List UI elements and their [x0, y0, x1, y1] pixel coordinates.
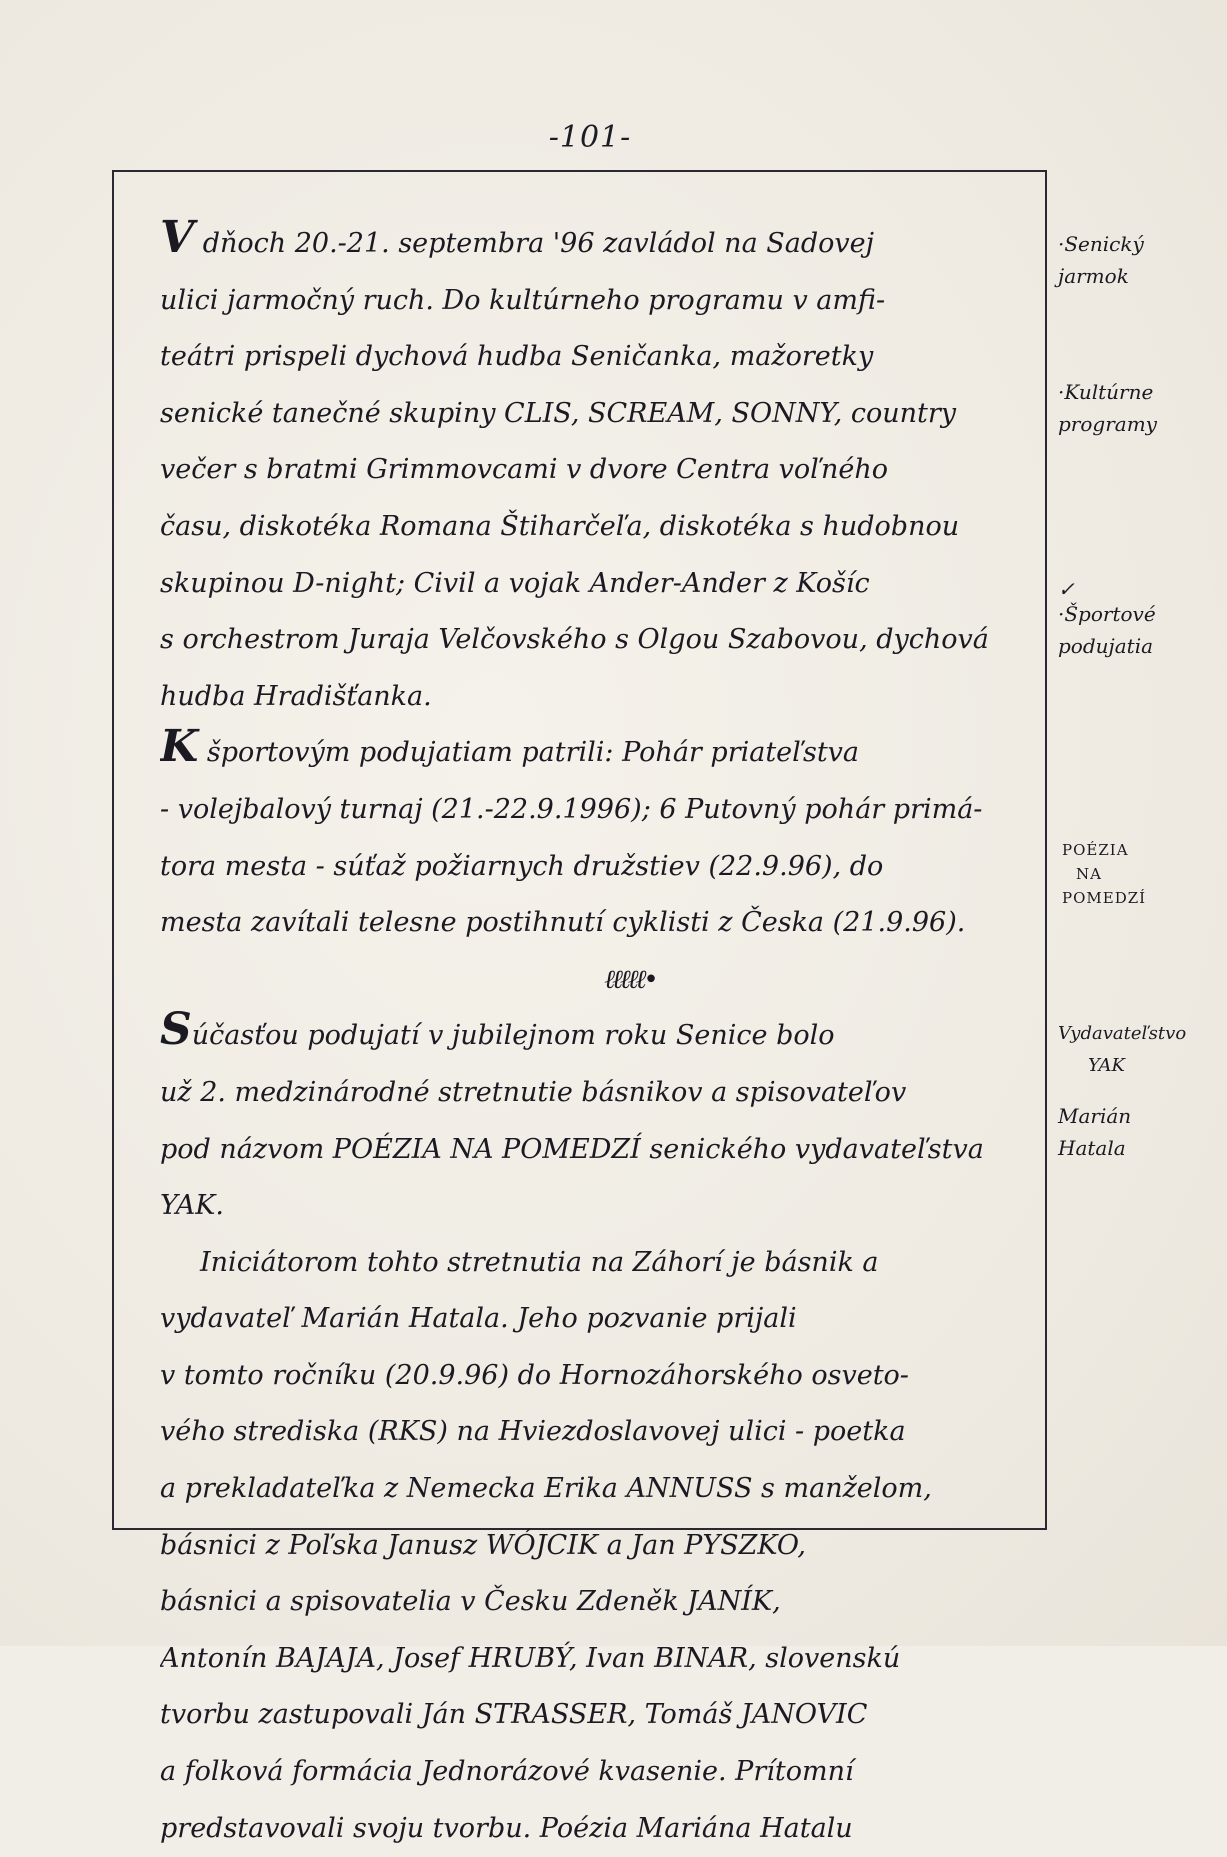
text-line: mesta zavítali telesne postihnutí cyklisti z Česka (21.9.96). [160, 907, 966, 939]
margin-note-line: POÉZIA [1062, 841, 1129, 859]
dropcap-letter: K [160, 725, 199, 773]
text-line [160, 216, 1040, 273]
margin-note-line: POMEDZÍ [1062, 889, 1147, 907]
text-line-content: dňoch 20.-21. septembra '96 zavládol na Sadovej [194, 228, 874, 259]
margin-note-line: Vydavateľstvo [1058, 1023, 1187, 1044]
text-line [160, 725, 1040, 782]
text-line-content: športovým podujatiam patrili: Pohár priateľstva [198, 737, 860, 769]
margin-note-jarmok [1058, 228, 1223, 292]
text-line: Iniciátorom tohto stretnutia na Záhorí je básnik a [200, 1246, 879, 1278]
margin-note-line: YAK [1088, 1055, 1125, 1076]
text-line: senické tanečné skupiny CLIS, SCREAM, SONNY, country [160, 397, 957, 429]
margin-note-line: ·Kultúrne [1058, 380, 1154, 404]
text-line: YAK. [160, 1190, 224, 1222]
text-line: s orchestrom Juraja Velčovského s Olgou Szabovou, dychová [160, 624, 989, 656]
separator-flourish: ℓℓℓℓℓ• [604, 964, 656, 995]
text-line: tora mesta - súťaž požiarnych družstiev (22.9.96), do [160, 850, 884, 882]
text-line: tvorbu zastupovali Ján STRASSER, Tomáš JANOVIC [160, 1699, 868, 1731]
margin-note-hatala [1058, 1100, 1223, 1164]
check-mark-icon: ✓ [1058, 577, 1075, 601]
text-line: a folková formácia Jednorázové kvasenie. Prítomní [160, 1756, 854, 1788]
chronicle-text [160, 216, 1040, 1857]
text-line: teátri prispeli dychová hudba Seničanka, mažoretky [160, 341, 874, 373]
margin-note-line: Hatala [1058, 1136, 1126, 1160]
dropcap-letter: S [160, 1008, 192, 1056]
text-line: predstavovali svoju tvorbu. Poézia Mariána Hatalu [160, 1812, 853, 1844]
margin-note-line: podujatia [1058, 634, 1154, 658]
text-line: v tomto ročníku (20.9.96) do Hornozáhorského osveto- [160, 1359, 909, 1391]
text-line: - volejbalový turnaj (21.-22.9.1996); 6 Putovný pohár primá- [160, 793, 983, 825]
margin-note-line: jarmok [1058, 264, 1129, 288]
margin-note-line: NA [1076, 865, 1102, 883]
text-line: večer s bratmi Grimmovcami v dvore Centra voľného [160, 454, 888, 486]
text-line: času, diskotéka Romana Štiharčeľa, diskotéka s hudobnou [160, 510, 960, 542]
text-line: ulici jarmočný ruch. Do kultúrneho programu v amfi- [160, 284, 886, 316]
text-line: vydavateľ Marián Hatala. Jeho pozvanie prijali [160, 1303, 797, 1335]
page-number: -101- [548, 120, 632, 155]
text-line [160, 1008, 1040, 1065]
margin-note-line: ·Športové [1058, 602, 1156, 626]
margin-note-line: ·Senický [1058, 232, 1144, 256]
text-line: Antonín BAJAJA, Josef HRUBÝ, Ivan BINAR, slovenskú [160, 1642, 901, 1674]
text-line: básnici a spisovatelia v Česku Zdeněk JANÍK, [160, 1586, 781, 1618]
text-line: už 2. medzinárodné stretnutie básnikov a spisovateľov [160, 1076, 907, 1108]
text-line: hudba Hradišťanka. [160, 680, 432, 712]
margin-note-sport [1058, 577, 1223, 662]
dropcap-letter: V [160, 216, 195, 263]
text-line-content: účasťou podujatí v jubilejnom roku Senice bolo [191, 1020, 835, 1052]
margin-note-poezia [1062, 838, 1227, 910]
margin-note-programy [1058, 376, 1223, 440]
margin-note-line: Marián [1058, 1104, 1132, 1128]
text-line: básnici z Poľska Janusz WÓJCIK a Jan PYSZKO, [160, 1529, 806, 1561]
margin-note-vydavatelstvo [1058, 1018, 1223, 1082]
margin-note-line: programy [1058, 412, 1157, 436]
text-line: vého strediska (RKS) na Hviezdoslavovej ulici - poetka [160, 1416, 906, 1448]
text-line: pod názvom POÉZIA NA POMEDZÍ senického vydavateľstva [160, 1133, 984, 1165]
text-line: skupinou D-night; Civil a vojak Ander-Ander z Košíc [160, 567, 870, 599]
text-line: a prekladateľka z Nemecka Erika ANNUSS s manželom, [160, 1473, 932, 1505]
